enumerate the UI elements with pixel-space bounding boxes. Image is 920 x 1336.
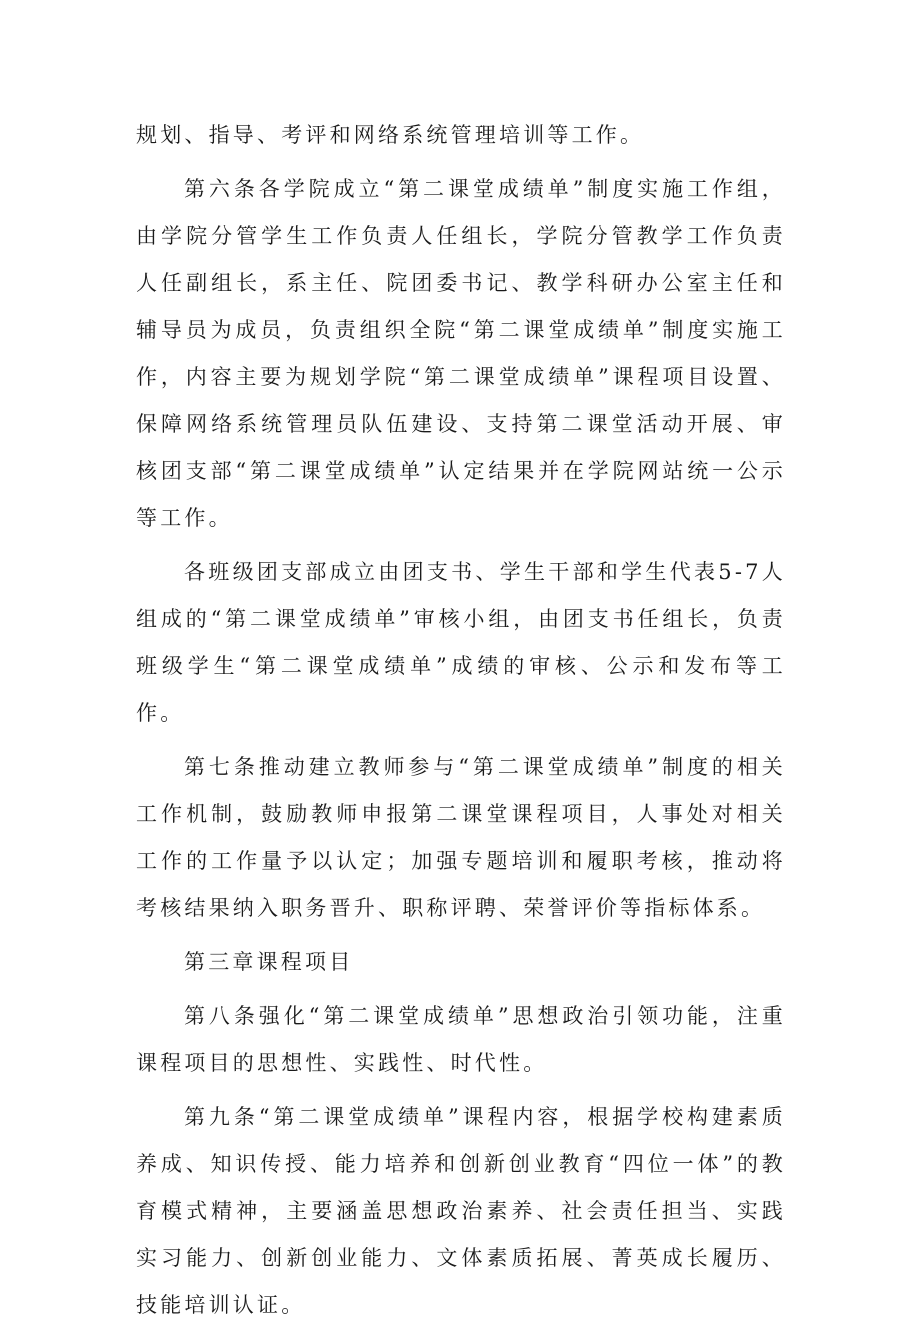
paragraph-article-8: 第八条强化“第二课堂成绩单”思想政治引领功能，注重课程项目的思想性、实践性、时代性。 <box>136 1004 786 1075</box>
document-body <box>136 112 786 1336</box>
paragraph-article-6: 第六条各学院成立“第二课堂成绩单”制度实施工作组，由学院分管学生工作负责人任组长，学院分管教学工作负责人任副组长，系主任、院团委书记、教学科研办公室主任和辅导员为成员，负责组织全院“第二课堂成绩单”制度实施工作，内容主要为规划学院“第二课堂成绩单”课程项目设置、保障网络系统管理员队伍建设、支持第二课堂活动开展、审核团支部“第二课堂成绩单”认定结果并在学院网站统一公示等工作。 <box>136 177 786 530</box>
paragraph-article-9: 第九条“第二课堂成绩单”课程内容，根据学校构建素质养成、知识传授、能力培养和创新创业教育“四位一体”的教育模式精神，主要涵盖思想政治素养、社会责任担当、实践实习能力、创新创业能力、文体素质拓展、菁英成长履历、技能培训认证。 <box>136 1105 786 1317</box>
paragraph-continuation: 规划、指导、考评和网络系统管理培训等工作。 <box>136 123 645 147</box>
paragraph-class-review-group: 各班级团支部成立由团支书、学生干部和学生代表5-7人组成的“第二课堂成绩单”审核小组，由团支书任组长，负责班级学生“第二课堂成绩单”成绩的审核、公示和发布等工作。 <box>136 560 786 725</box>
paragraph-article-7: 第七条推动建立教师参与“第二课堂成绩单”制度的相关工作机制，鼓励教师申报第二课堂课程项目，人事处对相关工作的工作量予以认定；加强专题培训和履职考核，推动将考核结果纳入职务晋升、职称评聘、荣誉评价等指标体系。 <box>136 755 786 920</box>
chapter-heading: 第三章课程项目 <box>184 950 354 974</box>
